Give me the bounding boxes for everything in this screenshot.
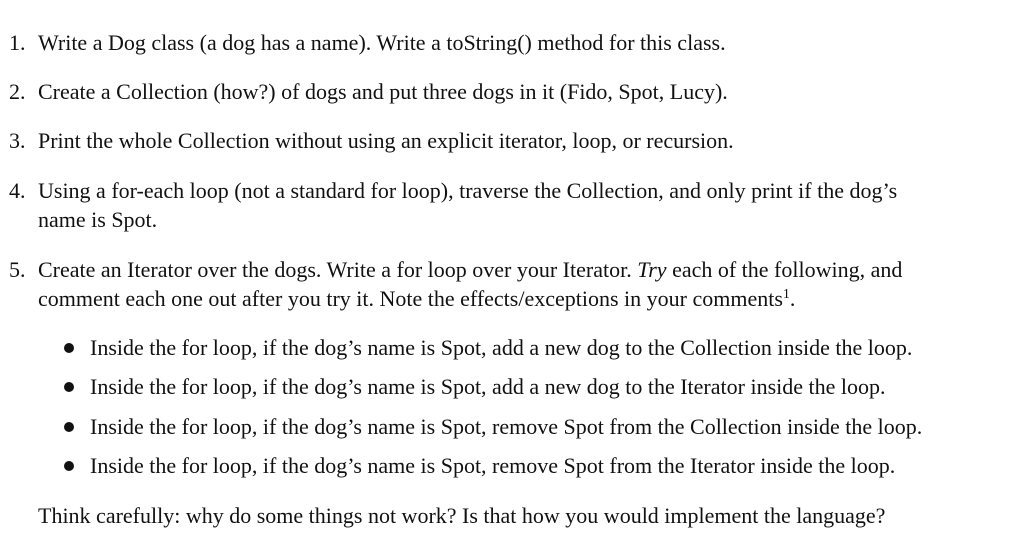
- emphasis-try: Try: [637, 257, 667, 282]
- bullet-dot: [64, 382, 74, 392]
- item-text: Print the whole Collection without using an explicit iterator, loop, or recursion.: [38, 128, 734, 153]
- bullet-text: Inside the for loop, if the dog’s name is Spot, remove Spot from the Collection inside the loop.: [90, 414, 923, 439]
- item-text-part: .: [789, 286, 796, 311]
- bullet-item-4: [0, 451, 1010, 480]
- list-item-2: [0, 77, 1010, 106]
- item-text-part: comment each one out after you try it. Note the effects/exceptions in your comments: [38, 286, 783, 311]
- bullet-dot: [64, 422, 74, 432]
- item-number: 3.: [9, 128, 26, 153]
- item-number: 4.: [9, 178, 26, 203]
- list-item-1: [0, 28, 1010, 57]
- list-item-4: [0, 176, 1010, 234]
- item-text-line-2: [38, 284, 1010, 313]
- item-text-part: each of the following, and: [666, 257, 903, 282]
- bullet-dot: [64, 343, 74, 353]
- item-number: 2.: [9, 79, 26, 104]
- list-item-3: [0, 126, 1010, 155]
- bullet-item-2: [0, 372, 1010, 401]
- list-item-5: [0, 255, 1010, 313]
- bullet-item-1: [0, 333, 1010, 362]
- item-text-line-1: [38, 255, 1010, 284]
- bullet-dot: [64, 461, 74, 471]
- item-text-part: Create an Iterator over the dogs. Write a for loop over your Iterator.: [38, 257, 638, 282]
- item-number: 5.: [9, 257, 26, 282]
- item-number: 1.: [9, 30, 26, 55]
- item-text: Write a Dog class (a dog has a name). Write a toString() method for this class.: [38, 30, 726, 55]
- item-text-line-2: name is Spot.: [38, 207, 158, 232]
- bullet-text: Inside the for loop, if the dog’s name is Spot, remove Spot from the Iterator inside the loop.: [90, 453, 896, 478]
- bullet-text: Inside the for loop, if the dog’s name is Spot, add a new dog to the Iterator inside the loop.: [90, 374, 886, 399]
- footnote-marker: 1: [782, 287, 790, 302]
- item-text-line-1: Using a for-each loop (not a standard for loop), traverse the Collection, and only print if the dog’s: [38, 178, 898, 203]
- bullet-text: Inside the for loop, if the dog’s name is Spot, add a new dog to the Collection inside the loop.: [90, 335, 913, 360]
- bullet-item-3: [0, 412, 1010, 441]
- item-text: Create a Collection (how?) of dogs and put three dogs in it (Fido, Spot, Lucy).: [38, 79, 728, 104]
- closing-paragraph: Think carefully: why do some things not work? Is that how you would implement the language?: [38, 503, 886, 528]
